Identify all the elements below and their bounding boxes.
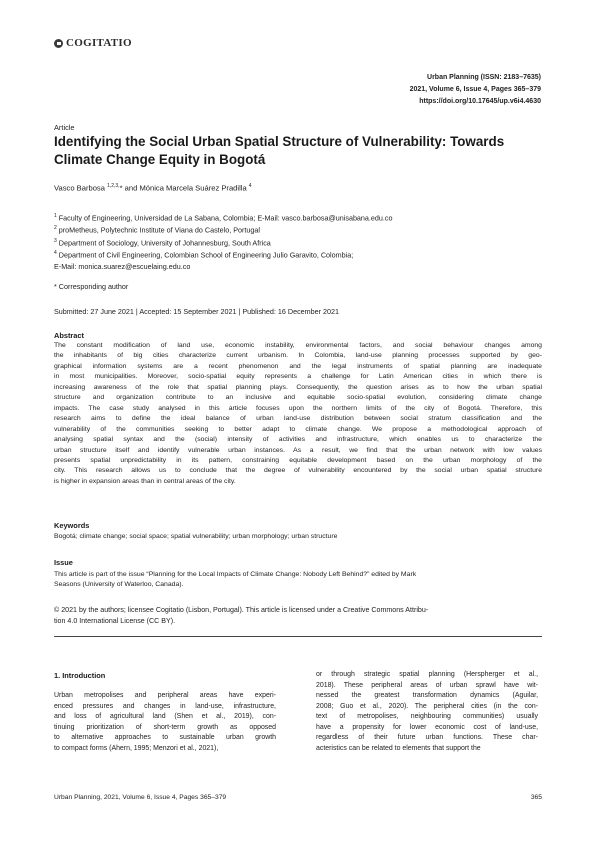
journal-volume: 2021, Volume 6, Issue 4, Pages 365–379 [409,86,541,93]
abstract-line: The constant modification of land use, economic instability, environmental factors, and social behaviour changes among [54,342,542,349]
abstract-line: structure and organization contribute to an inclusive and equitable socio-spatial evolution, considering climate change [54,394,542,402]
affiliation-text: proMetheus, Polytechnic Institute of Viana do Castelo, Portugal [58,225,261,235]
abstract-line: urban structure itself and identify vulnerable urban instances. As a result, we find that the urban network with low values [54,446,542,454]
intro-line: to compact forms (Ahern, 1995; Menzori et al., 2021), [54,744,219,752]
intro-line: Urban metropolises and peripheral areas have experi- [54,692,276,699]
license-line: © 2021 by the authors; licensee Cogitatio (Lisbon, Portugal). This article is licensed under a Creative Commons Attribu- [54,606,429,614]
issue-heading: Issue [54,558,73,567]
affiliation-line [54,261,393,272]
affiliation-text: Department of Sociology, University of Johannesburg, South Africa [58,238,271,248]
title-line-2: Climate Change Equity in Bogotá [54,152,266,167]
abstract-body [54,341,542,487]
article-title [54,133,534,169]
affiliation-text: Department of Civil Engineering, Colombian School of Engineering Julio Garavito, Colombia; [58,250,354,260]
intro-line: text of metropolises, neighbouring communities) usually [316,713,538,720]
affiliation-number: 3 [54,237,57,244]
corresponding-mark: * [119,183,123,193]
page-footer [54,794,542,801]
page-number: 365 [530,794,542,801]
abstract-line: is higher in expansion areas than in central areas of the city. [54,477,236,485]
keywords-text: Bogotá; climate change; social space; spatial vulnerability; urban morphology; urban structure [54,533,338,540]
abstract-line: vulnerability of the communities seeking to better adapt to climate change. We propose a methodological approach of [54,425,542,433]
section-divider [54,636,542,637]
intro-line: enced pressures and changes in land-use, infrastructure, [54,702,276,710]
issue-text [54,570,542,591]
abstract-line: in most municipalities. Moreover, socio-spatial equity represents a challenge for Latin American cities in which there is [54,373,542,381]
abstract-line: city. This research allows us to conclude that the degree of vulnerability encountered by the social urban spatial structure [54,467,542,475]
journal-info [410,72,541,108]
intro-line: 2008; Guo et al., 2020). The peripheral cities (in the con- [316,702,538,710]
affiliation-text: Faculty of Engineering, Universidad de La Sabana, Colombia; E-Mail: vasco.barbosa@unisabana.edu.co [58,213,393,223]
article-type: Article [54,123,75,132]
intro-line: nessed the greatest transformation dynamics (Aguilar, [316,692,538,699]
affiliations [54,211,393,272]
author-2-affil: 4 [248,183,252,189]
intro-line: acteristics can be related to elements that support the [316,744,481,752]
intro-left-column [54,691,276,754]
intro-line: to alternative approaches to sustainable urban growth [54,734,276,741]
affiliation-number: 2 [54,225,57,232]
abstract-line: increasing awareness of the role that spatial planning plays. Consequently, the question arises as to how the urban spatial [54,383,542,391]
title-line-1: Identifying the Social Urban Spatial Structure of Vulnerability: Towards [54,134,505,149]
author-1: Vasco Barbosa [54,183,105,193]
logo-text: COGITATIO [66,37,132,49]
intro-line: and loss of agricultural land (Shen et al., 2019), con- [54,713,276,720]
abstract-line: research aims to define the ideal balance of urban land-use distribution between social stratum classification and the [54,415,542,423]
intro-line: have a propensity for lower economic cost of land-use, [316,723,538,731]
issue-line: This article is part of the issue “Planning for the Local Impacts of Climate Change: Nobody Left Behind?” edited by Mark [54,571,417,578]
affiliation-number: 1 [54,213,57,219]
publisher-logo [54,37,132,49]
abstract-line: graphical information systems are a recent phenomenon and the legal instruments of spatial planning are inadequate [54,362,542,370]
affiliation-number: 4 [54,250,57,257]
corresponding-author-note: * Corresponding author [54,282,129,291]
affiliation-line [54,211,393,223]
author-1-affil: 1,2,3, [107,183,120,189]
journal-issn: Urban Planning (ISSN: 2183–7635) [427,74,541,81]
intro-line: regardless of their future urban functions. These char- [316,734,538,741]
footer-citation: Urban Planning, 2021, Volume 6, Issue 4, Pages 365–379 [54,794,227,801]
intro-line: tinuing prioritization of short-term growth as opposed [54,723,276,731]
abstract-line: the inhabitants of big cities characterize current urbanism. In Colombia, land-use planning processes supported by geo- [54,352,542,360]
intro-right-column [316,670,538,754]
abstract-line: presents spatial unpredictability in its pattern, constraining equitable development based on the urban morphology of the [54,456,542,464]
license-text [54,605,542,627]
affiliation-text: E-Mail: monica.suarez@escuelaing.edu.co [54,261,191,271]
abstract-line: impacts. The case study analysed in this article focuses upon the northern limits of the city of Bogotá. Therefore, this [54,404,542,412]
affiliation-line [54,248,393,260]
intro-heading: 1. Introduction [54,671,106,680]
issue-line: Seasons (University of Waterloo, Canada). [54,581,184,589]
affiliation-line [54,236,393,248]
intro-line: 2018). These peripheral areas of urban sprawl have wit- [316,681,538,689]
keywords-heading: Keywords [54,521,90,530]
submission-dates: Submitted: 27 June 2021 | Accepted: 15 September 2021 | Published: 16 December 2021 [54,307,340,316]
abstract-heading: Abstract [54,331,84,340]
author-joiner: and [124,183,138,193]
author-2: Mónica Marcela Suárez Pradilla [139,183,247,193]
license-line: tion 4.0 International License (CC BY). [54,617,176,625]
author-list [54,183,252,193]
cogitatio-logo-icon [54,39,63,48]
intro-line: or through strategic spatial planning (Herspherger et al., [316,671,538,678]
affiliation-line [54,223,393,235]
abstract-line: analysing spatial syntax and the (social) intensity of activities and infrastructure, which enables us to characterize the [54,436,542,444]
journal-doi-link[interactable]: https://doi.org/10.17645/up.v6i4.4630 [419,98,541,105]
